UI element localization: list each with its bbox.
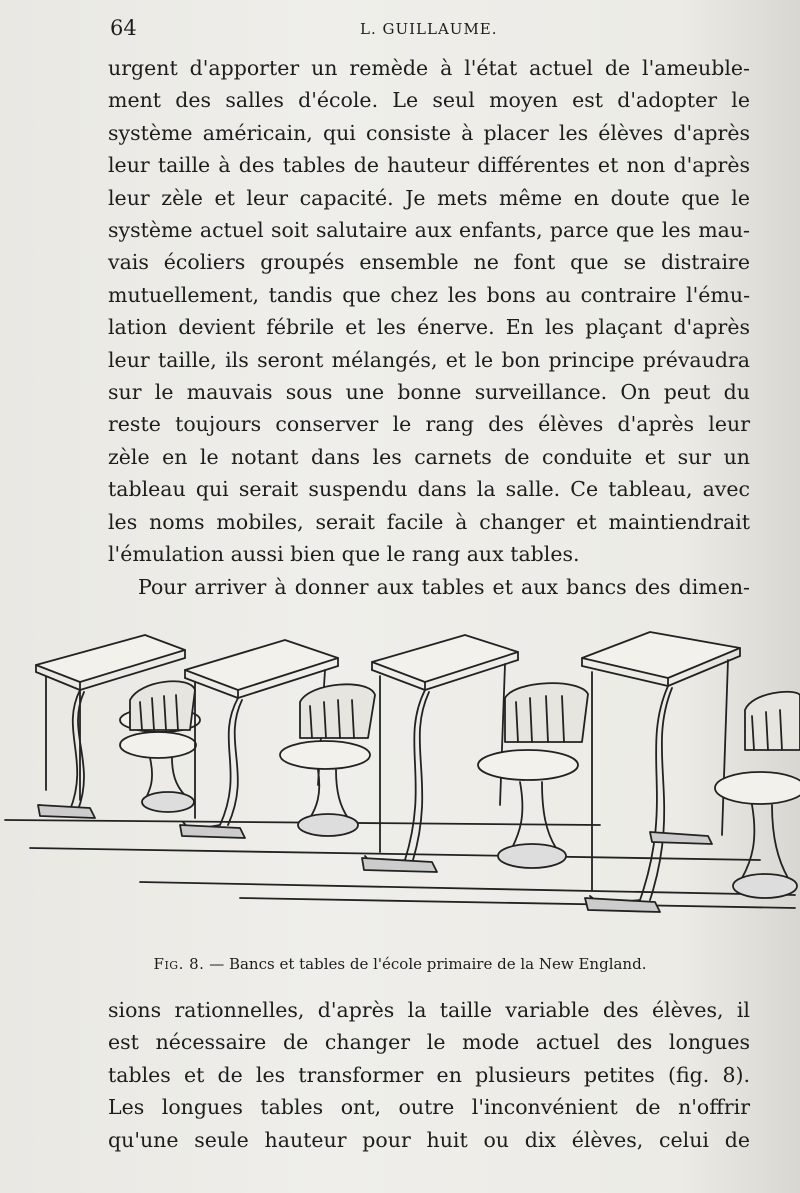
desk-2 (180, 640, 375, 838)
running-head: L. GUILLAUME. (360, 20, 498, 38)
text-line: mutuellement, tandis que chez les bons au contraire l'ému- (108, 282, 750, 307)
text-line: zèle en le notant dans les carnets de conduite et sur un (108, 444, 750, 469)
figure-caption-text: — Bancs et tables de l'école primaire de la New England. (209, 955, 647, 973)
text-line: système actuel soit salutaire aux enfants, parce que les mau- (108, 218, 750, 243)
text-line: vais écoliers groupés ensemble ne font que se distraire (108, 250, 750, 275)
text-line: leur taille, ils seront mélangés, et le bon principe prévaudra (108, 347, 750, 372)
figure-desks-illustration (0, 620, 800, 950)
text-line: les noms mobiles, serait facile à changer et maintiendrait (108, 509, 750, 534)
text-line: urgent d'apporter un remède à l'état actuel de l'ameuble- (108, 56, 750, 80)
figure-label: Fig. 8. (153, 955, 205, 973)
text-line: lation devient fébrile et les énerve. En les plaçant d'après (108, 315, 750, 340)
text-line: est nécessaire de changer le mode actuel des longues (108, 1030, 750, 1055)
page-header (110, 14, 760, 48)
figure-caption (0, 955, 800, 973)
text-line: sur le mauvais sous une bonne surveillance. On peut du (108, 380, 750, 405)
paragraph-top (108, 52, 750, 603)
text-line: sions rationnelles, d'après la taille variable des élèves, il (108, 998, 750, 1022)
text-line: tableau qui serait suspendu dans la salle. Ce tableau, avec (108, 477, 750, 502)
desk-1 (36, 635, 200, 818)
text-line: reste toujours conserver le rang des élèves d'après leur (108, 412, 750, 437)
paragraph-bottom (108, 994, 750, 1156)
desk-3 (362, 635, 588, 872)
text-line: système américain, qui consiste à placer les élèves d'après (108, 120, 750, 145)
text-line: tables et de les transformer en plusieurs petites (fig. 8). (108, 1062, 750, 1087)
text-line: leur zèle et leur capacité. Je mets même en doute que le (108, 185, 750, 210)
page-number: 64 (110, 16, 137, 40)
text-line: Pour arriver à donner aux tables et aux bancs des dimen- (138, 574, 750, 599)
text-line: leur taille à des tables de hauteur différentes et non d'après (108, 153, 750, 178)
text-line: ment des salles d'école. Le seul moyen est d'adopter le (108, 88, 750, 113)
text-line: qu'une seule hauteur pour huit ou dix élèves, celui de (108, 1127, 750, 1152)
text-line: Les longues tables ont, outre l'inconvénient de n'offrir (108, 1095, 750, 1120)
text-line: l'émulation aussi bien que le rang aux tables. (108, 542, 580, 567)
desk-4 (582, 632, 800, 912)
